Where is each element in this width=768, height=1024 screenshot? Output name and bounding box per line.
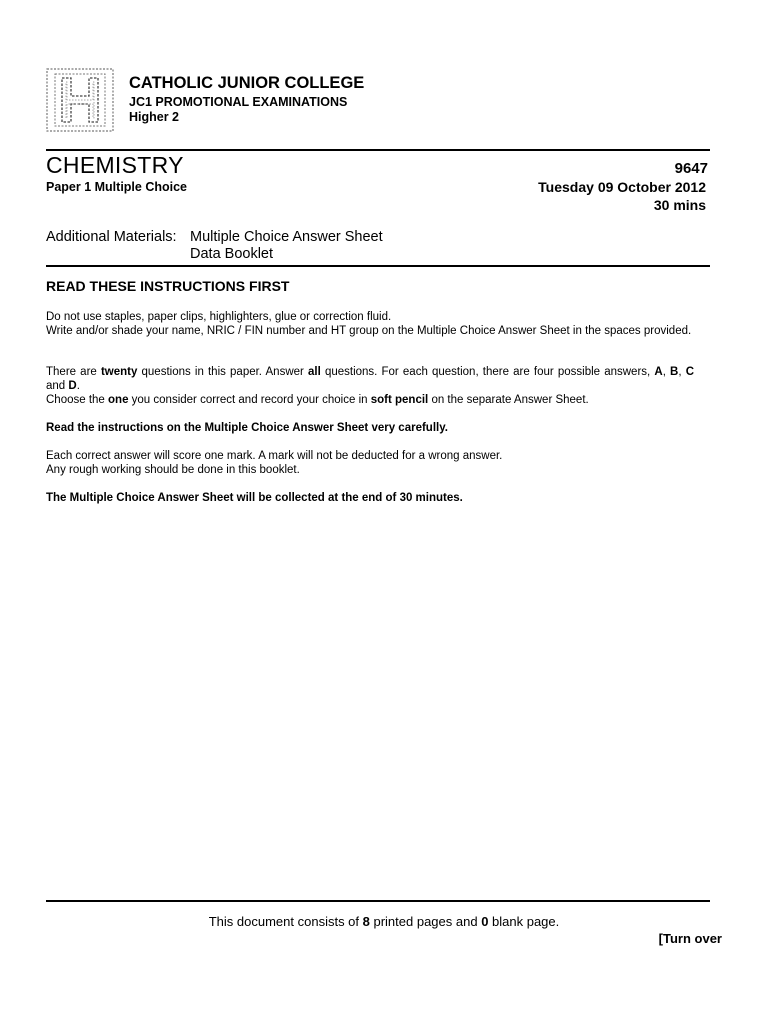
- footer-divider: [46, 900, 710, 902]
- material-item: Multiple Choice Answer Sheet: [190, 229, 383, 245]
- instructions-heading: READ THESE INSTRUCTIONS FIRST: [46, 278, 290, 294]
- exam-level: Higher 2: [129, 110, 180, 124]
- material-item: Data Booklet: [190, 246, 274, 262]
- instruction-paragraph: Do not use staples, paper clips, highlighters, glue or correction fluid. Write and/or shade your name, NRIC / FIN number and HT group on the Multiple Choice Answer Sheet in the spaces provided.: [46, 311, 692, 337]
- subject-title: CHEMISTRY: [46, 152, 184, 178]
- exam-duration: 30 mins: [653, 197, 706, 213]
- instruction-paragraph: The Multiple Choice Answer Sheet will be collected at the end of 30 minutes.: [46, 492, 463, 504]
- subject-code: 9647: [674, 160, 708, 177]
- materials-divider: [46, 265, 710, 267]
- exam-date: Tuesday 09 October 2012: [538, 179, 706, 195]
- turn-over-label: [Turn over: [658, 931, 722, 946]
- paper-title: Paper 1 Multiple Choice: [46, 180, 188, 194]
- instruction-paragraph: There are twenty questions in this paper. Answer all questions. For each question, there are four possible answers, A, B, C and D. Choose the one you consider correct and record your choice in soft pencil on the separate Answer Sheet.: [46, 366, 694, 406]
- materials-label: Additional Materials:: [46, 229, 177, 245]
- instruction-paragraph: Read the instructions on the Multiple Choice Answer Sheet very carefully.: [46, 422, 448, 434]
- college-logo: [46, 68, 114, 132]
- instruction-paragraph: Each correct answer will score one mark. A mark will not be deducted for a wrong answer. Any rough working should be done in this booklet.: [46, 450, 503, 476]
- page-count-note: This document consists of 8 printed pages and 0 blank page.: [208, 914, 560, 929]
- exam-name: JC1 PROMOTIONAL EXAMINATIONS: [129, 95, 348, 109]
- header-divider: [46, 149, 710, 151]
- school-name: CATHOLIC JUNIOR COLLEGE: [129, 74, 365, 92]
